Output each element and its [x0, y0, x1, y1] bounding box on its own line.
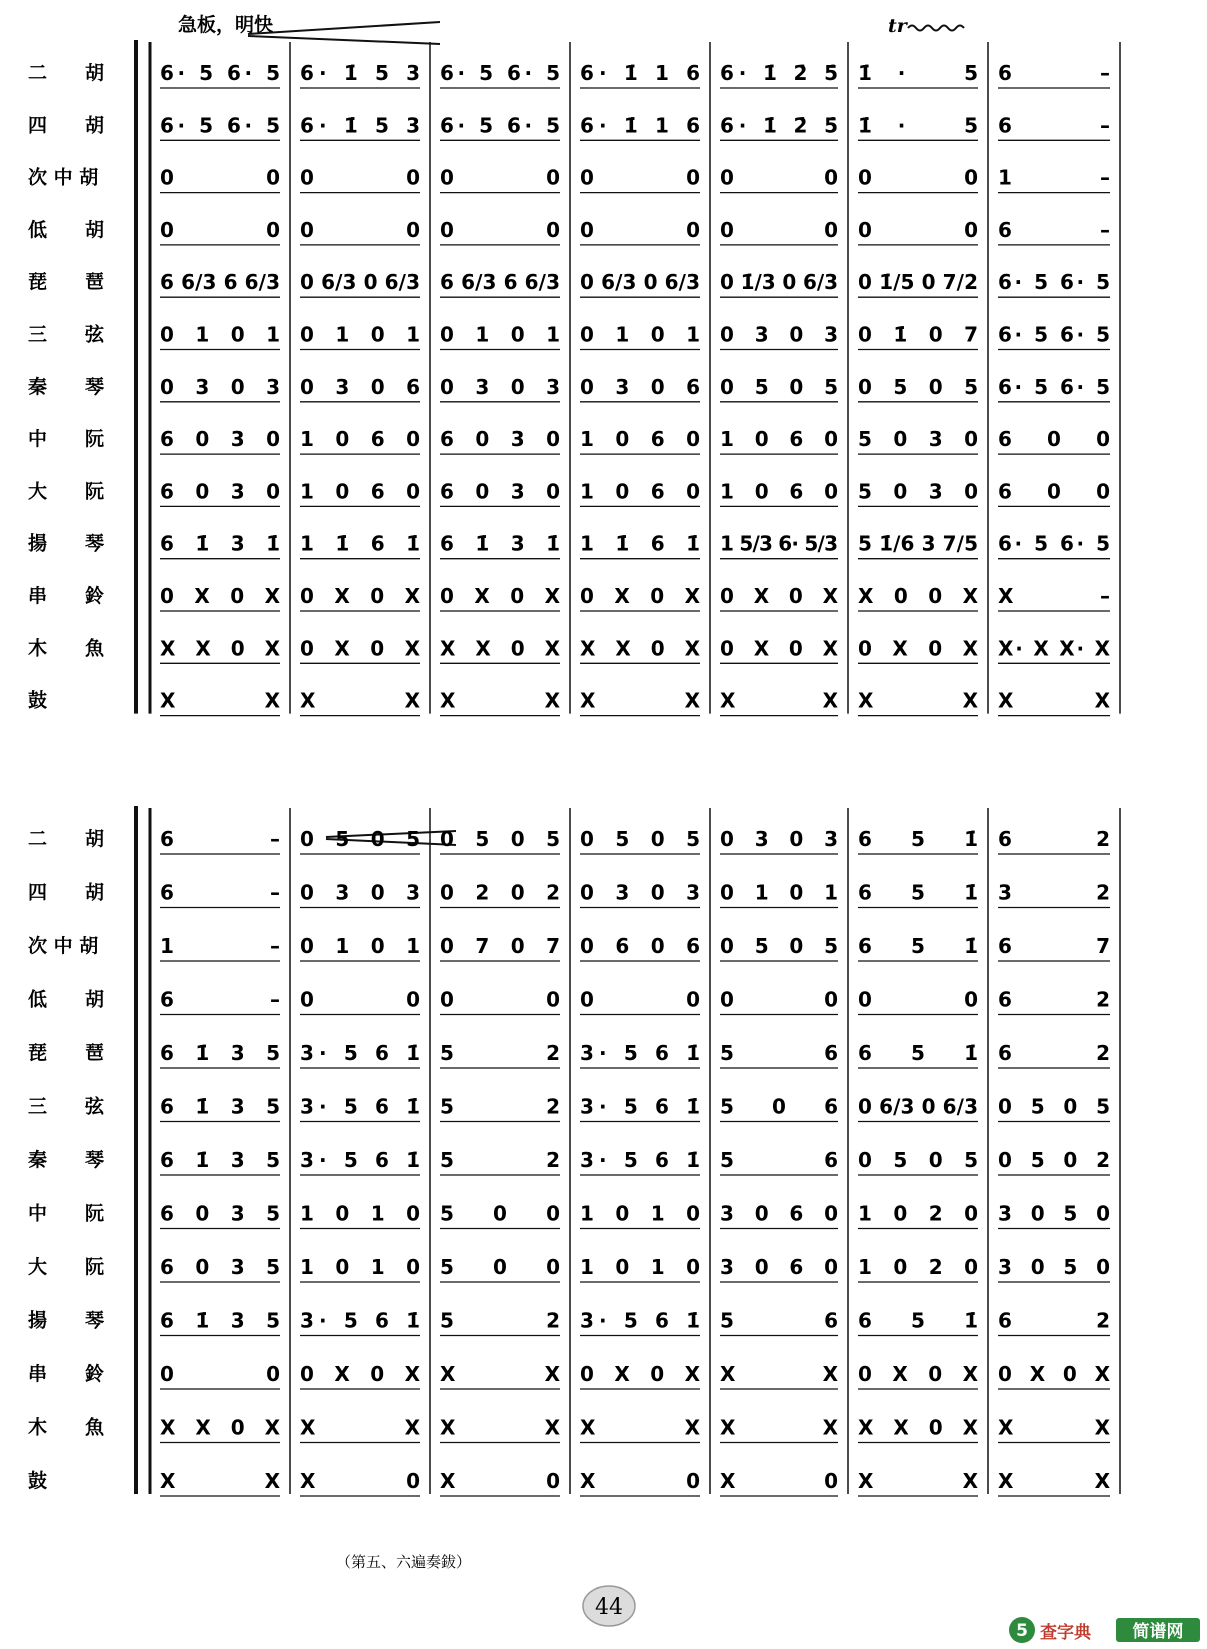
measure-notes: 0 X 0 X: [580, 584, 700, 608]
measure-notes: 1 0 6 0: [580, 427, 700, 452]
measure-notes: 6 5 1̇: [858, 880, 978, 905]
measure-notes: 3· 5 6 1̇: [580, 1148, 700, 1172]
instrument-label: 三 弦: [28, 1095, 105, 1118]
measure-notes: 6· 5 6· 5: [440, 113, 560, 138]
measure-notes: 0 5 0 2: [998, 1148, 1110, 1172]
measure-notes: 0 1̇/3 0 6/3: [720, 270, 838, 295]
measure-notes: X X: [440, 688, 560, 713]
instrument-label: 木 魚: [28, 637, 105, 660]
measure-notes: 6· 5 6· 5: [440, 61, 560, 85]
measure-notes: 0 3 0 3: [300, 880, 420, 905]
measure-notes: 0 1 0 1: [720, 880, 838, 905]
measure-notes: 6 2: [998, 1308, 1110, 1333]
measure-notes: 6 5 1̇: [858, 827, 978, 851]
score-system-1: [28, 40, 1120, 716]
measure-notes: 0 1̇ 0 7: [858, 322, 978, 347]
measure-notes: X 0: [440, 1469, 560, 1493]
instrument-label: 揚 琴: [28, 1309, 105, 1332]
measure-notes: 6 2: [998, 987, 1110, 1012]
measure-notes: 6 1̇ 3 5: [160, 1094, 280, 1119]
measure-notes: 6 0 3 5: [160, 1255, 280, 1279]
measure-notes: 0 5 0 5: [720, 374, 838, 399]
measure-notes: 5 0 0: [440, 1255, 560, 1279]
measure-notes: 5 2: [440, 1308, 560, 1333]
measure-notes: 5 0 0: [440, 1201, 560, 1226]
measure-notes: 6· 1̇ 1 6: [580, 113, 700, 138]
instrument-label: 大 阮: [28, 1256, 105, 1278]
measure-notes: 0 5 0 5: [998, 1094, 1110, 1119]
instrument-label: 琵 琶: [28, 271, 105, 294]
measure-notes: 0 0: [720, 165, 838, 190]
measure-notes: 6· 5 6· 5: [160, 113, 280, 138]
measure-notes: X 0: [580, 1469, 700, 1493]
measure-notes: 6 6/3 6 6/3: [160, 270, 280, 295]
measure-notes: 5 6: [720, 1308, 838, 1333]
measure-notes: X X: [858, 1469, 978, 1493]
instrument-label: 四 胡: [28, 881, 105, 904]
instrument-label: 四 胡: [28, 114, 105, 137]
crescendo-hairpin-top: [248, 22, 440, 34]
measure-notes: 3· 5 6 1̇: [580, 1308, 700, 1333]
instrument-label: 次 中 胡: [28, 935, 99, 957]
measure-notes: 3· 5 6 1̇: [580, 1094, 700, 1119]
measure-notes: 1 0 6 0: [720, 479, 838, 504]
measure-notes: 0 0: [858, 987, 978, 1012]
measure-notes: 6 0 3 5: [160, 1201, 280, 1226]
measure-notes: 6 1̇ 3 5: [160, 1308, 280, 1333]
measure-notes: 1̇· 5: [858, 113, 978, 138]
measure-notes: 0 0: [580, 987, 700, 1012]
measure-notes: 0 0: [300, 217, 420, 242]
measure-notes: 6 0 3 0: [440, 427, 560, 452]
measure-notes: 0 5 0 5: [300, 827, 420, 851]
measure-notes: 1 0 2 0: [858, 1201, 978, 1226]
trill-marking: tr: [888, 15, 907, 37]
instrument-label: 中 阮: [28, 428, 105, 451]
measure-notes: X X 0 X: [858, 1415, 978, 1440]
measure-notes: 5 0 3 0: [858, 427, 978, 452]
measure-notes: X X 0 X: [160, 636, 280, 661]
instrument-label: 琵 琶: [28, 1042, 105, 1064]
measure-notes: X X: [160, 688, 280, 713]
measure-notes: 0 0: [300, 987, 420, 1012]
measure-notes: X X: [998, 1469, 1110, 1493]
measure-notes: 0 0: [720, 987, 838, 1012]
measure-notes: 0 1̇/5 0 7/2: [858, 270, 978, 295]
instrument-label: 秦 琴: [28, 1149, 105, 1171]
measure-notes: 0 1 0 1: [440, 322, 560, 347]
measure-notes: 0 5 0 5: [440, 827, 560, 851]
measure-notes: 0 5 0 5: [858, 1148, 978, 1172]
measure-notes: 3 0 6 0: [720, 1201, 838, 1226]
measure-notes: 0 X 0 X: [998, 1362, 1110, 1386]
measure-notes: X· X X· X: [998, 636, 1110, 661]
measure-notes: X X 0 X: [440, 636, 560, 661]
measure-notes: 6 2: [998, 1041, 1110, 1065]
measure-notes: 0 1 0 1: [300, 934, 420, 958]
instrument-label: 中 阮: [28, 1202, 105, 1225]
measure-notes: 6 5 1̇: [858, 934, 978, 958]
instrument-label: 鼓: [28, 1470, 48, 1492]
measure-notes: 1 0 6 0: [720, 427, 838, 452]
measure-notes: 0 5 0 5: [580, 827, 700, 851]
measure-notes: 0 6/3 0 6/3: [858, 1094, 978, 1119]
measure-notes: 1 1̇ 6 1̇: [300, 531, 420, 556]
measure-notes: 1 0 1 0: [300, 1201, 420, 1226]
measure-notes: X X: [440, 1415, 560, 1440]
measure-notes: X X: [720, 1415, 838, 1440]
measure-notes: X X: [580, 688, 700, 713]
instrument-label: 二 胡: [28, 62, 105, 84]
measure-notes: 1 5/3 6· 5/3: [720, 531, 838, 556]
measure-notes: 1 1̇ 6 1̇: [580, 531, 700, 556]
measure-notes: X X: [720, 688, 838, 713]
measure-notes: 0 0: [440, 165, 560, 190]
measure-notes: 0 2 0 2: [440, 880, 560, 905]
measure-notes: 0 3 0 3: [720, 322, 838, 347]
measure-notes: X X: [720, 1362, 838, 1386]
measure-notes: X X 0 X: [580, 636, 700, 661]
measure-notes: 0 0: [440, 987, 560, 1012]
measure-notes: X 0 0 X: [858, 584, 978, 608]
measure-notes: X X: [580, 1415, 700, 1440]
measure-notes: 6· 5 6· 5: [998, 374, 1110, 399]
measure-notes: 0 3 0 6: [580, 374, 700, 399]
cymbal-note: （第五、六遍奏鈸）: [336, 1553, 472, 1571]
measure-notes: 0 0: [160, 1362, 280, 1386]
measure-notes: 6· 5 6· 5: [998, 322, 1110, 347]
measure-notes: 0 5 0 5: [720, 934, 838, 958]
measure-notes: X X: [998, 1415, 1110, 1440]
measure-notes: 0 X 0 X: [300, 636, 420, 661]
measure-notes: 0 1 0 1: [580, 322, 700, 347]
measure-notes: X X 0 X: [160, 1415, 280, 1440]
measure-notes: 6· 5 6· 5: [160, 61, 280, 85]
measure-notes: X X: [440, 1362, 560, 1386]
measure-notes: 1 –: [998, 165, 1110, 190]
measure-notes: 0 3 0 3: [440, 374, 560, 399]
measure-notes: 3 0 5 0: [998, 1201, 1110, 1226]
watermark-logo: 5: [1016, 1621, 1028, 1641]
measure-notes: 0 0: [160, 217, 280, 242]
measure-notes: 3· 5 6 1̇: [300, 1041, 420, 1065]
measure-notes: 5 0 6: [720, 1094, 838, 1119]
measure-notes: 0 X 0 X: [720, 584, 838, 608]
page-number: 44: [595, 1595, 623, 1620]
instrument-label: 二 胡: [28, 828, 105, 850]
measure-notes: 0 1 0 1: [300, 322, 420, 347]
measure-notes: 0 6/3 0 6/3: [580, 270, 700, 295]
measure-notes: 6· 1̇ 1 6: [580, 61, 700, 85]
measure-notes: 6 1̇ 3 5: [160, 1041, 280, 1065]
measure-notes: 5 0 3 0: [858, 479, 978, 504]
measure-notes: 0 0: [580, 217, 700, 242]
measure-notes: 1 0 1 0: [300, 1255, 420, 1279]
measure-notes: 6· 5 6· 5: [998, 531, 1110, 556]
instrument-label: 木 魚: [28, 1416, 105, 1439]
measure-notes: 1 –: [160, 934, 280, 958]
measure-notes: 0 3 0 3: [160, 374, 280, 399]
measure-notes: 3· 5 6 1̇: [300, 1148, 420, 1172]
instrument-label: 揚 琴: [28, 532, 105, 555]
measure-notes: 0 X 0 X: [160, 584, 280, 608]
measure-notes: 1 0 6 0: [580, 479, 700, 504]
measure-notes: 6 –: [160, 987, 280, 1012]
measure-notes: 1̇· 5: [858, 61, 978, 85]
measure-notes: 0 6 0 6: [580, 934, 700, 958]
measure-notes: 6· 1̇ 5 3: [300, 61, 420, 85]
measure-notes: 1 0 1 0: [580, 1201, 700, 1226]
measure-notes: 0 0: [720, 217, 838, 242]
measure-notes: 1 0 6 0: [300, 427, 420, 452]
measure-notes: 6 5 1̇: [858, 1041, 978, 1065]
watermark-site-name: 查字典: [1040, 1623, 1091, 1643]
measure-notes: 0 X 0 X: [858, 1362, 978, 1386]
measure-notes: 6 1̇ 3 5: [160, 1148, 280, 1172]
measure-notes: 0 X 0 X: [580, 1362, 700, 1386]
measure-notes: 5 2: [440, 1148, 560, 1172]
instrument-label: 大 阮: [28, 480, 105, 503]
watermark: [1009, 1617, 1200, 1643]
measure-notes: 0 6/3 0 6/3: [300, 270, 420, 295]
measure-notes: X –: [998, 584, 1110, 608]
measure-notes: 0 X 0 X: [720, 636, 838, 661]
measure-notes: 0 X 0 X: [300, 1362, 420, 1386]
measure-notes: 1 0 1 0: [580, 1255, 700, 1279]
crescendo-hairpin-bottom: [248, 36, 440, 44]
measure-notes: 3· 5 6 1̇: [300, 1094, 420, 1119]
measure-notes: 6 7: [998, 934, 1110, 958]
measure-notes: 0 0: [440, 217, 560, 242]
instrument-label: 三 弦: [28, 323, 105, 346]
measure-notes: X X: [160, 1469, 280, 1493]
measure-notes: X X: [998, 688, 1110, 713]
instrument-label: 低 胡: [28, 218, 105, 241]
measure-notes: 6 –: [998, 61, 1110, 85]
measure-notes: 6· 1̇ 2̇ 5̇: [720, 113, 838, 138]
measure-notes: 5 2: [440, 1041, 560, 1065]
measure-notes: X X: [858, 688, 978, 713]
measure-notes: 3 0 6 0: [720, 1255, 838, 1279]
measure-notes: 3· 5 6 1̇: [580, 1041, 700, 1065]
instrument-label: 串 鈴: [28, 1363, 105, 1385]
measure-notes: 6 6/3 6 6/3: [440, 270, 560, 295]
instrument-label: 秦 琴: [28, 375, 105, 398]
measure-notes: 3· 5 6 1̇: [300, 1308, 420, 1333]
measure-notes: 6 0 3 0: [160, 427, 280, 452]
measure-notes: X 0: [720, 1469, 838, 1493]
measure-notes: 6 –: [160, 880, 280, 905]
measure-notes: 5 1̇/6 3 7/5: [858, 531, 978, 556]
measure-notes: X 0: [300, 1469, 420, 1493]
measure-notes: 0 7 0 7: [440, 934, 560, 958]
measure-notes: 0 3 0 3: [580, 880, 700, 905]
instrument-label: 鼓: [28, 689, 48, 712]
trill-wave: [908, 26, 964, 31]
watermark-sub-site: 简谱网: [1132, 1622, 1184, 1642]
measure-notes: 6· 5 6· 5: [998, 270, 1110, 295]
measure-notes: 0 3 0 6: [300, 374, 420, 399]
measure-notes: 0 0: [858, 217, 978, 242]
measure-notes: 6 –: [998, 113, 1110, 138]
measure-notes: 6 0 3 0: [160, 479, 280, 504]
measure-notes: 6 1̇ 3 1̇: [160, 531, 280, 556]
measure-notes: X X: [300, 688, 420, 713]
measure-notes: 0 0: [300, 165, 420, 190]
measure-notes: 0 0: [858, 165, 978, 190]
measure-notes: 3 2: [998, 880, 1110, 905]
measure-notes: 1 0 2 0: [858, 1255, 978, 1279]
measure-notes: 0 X 0 X: [440, 584, 560, 608]
measure-notes: 6 5 1̇: [858, 1308, 978, 1333]
tempo-marking: 急板，明快: [178, 14, 274, 36]
measure-notes: 6 0 3 0: [440, 479, 560, 504]
measure-notes: 6 –: [160, 827, 280, 851]
measure-notes: 0 X 0 X: [300, 584, 420, 608]
score-system-2: [28, 806, 1120, 1496]
measure-notes: 6 0 0: [998, 479, 1110, 504]
measure-notes: 6· 1̇ 5 3: [300, 113, 420, 138]
instrument-label: 低 胡: [28, 988, 105, 1011]
measure-notes: 5 6: [720, 1041, 838, 1065]
measure-notes: 3 0 5 0: [998, 1255, 1110, 1279]
measure-notes: X X: [300, 1415, 420, 1440]
measure-notes: 0 1 0 1: [160, 322, 280, 347]
measure-notes: 6 0 0: [998, 427, 1110, 452]
measure-notes: 5 2: [440, 1094, 560, 1119]
instrument-label: 串 鈴: [28, 585, 105, 607]
measure-notes: 0 0: [160, 165, 280, 190]
measure-notes: 0 3 0 3: [720, 827, 838, 851]
measure-notes: 0 5 0 5: [858, 374, 978, 399]
measure-notes: 6· 1̇ 2̇ 5̇: [720, 61, 838, 85]
measure-notes: 5 6: [720, 1148, 838, 1172]
measure-notes: 6 1̇ 3 1̇: [440, 531, 560, 556]
instrument-label: 次 中 胡: [28, 166, 99, 189]
measure-notes: 1 0 6 0: [300, 479, 420, 504]
measure-notes: 0 0: [580, 165, 700, 190]
measure-notes: 0 X 0 X: [858, 636, 978, 661]
measure-notes: 6 2: [998, 827, 1110, 851]
measure-notes: 6 –: [998, 217, 1110, 242]
